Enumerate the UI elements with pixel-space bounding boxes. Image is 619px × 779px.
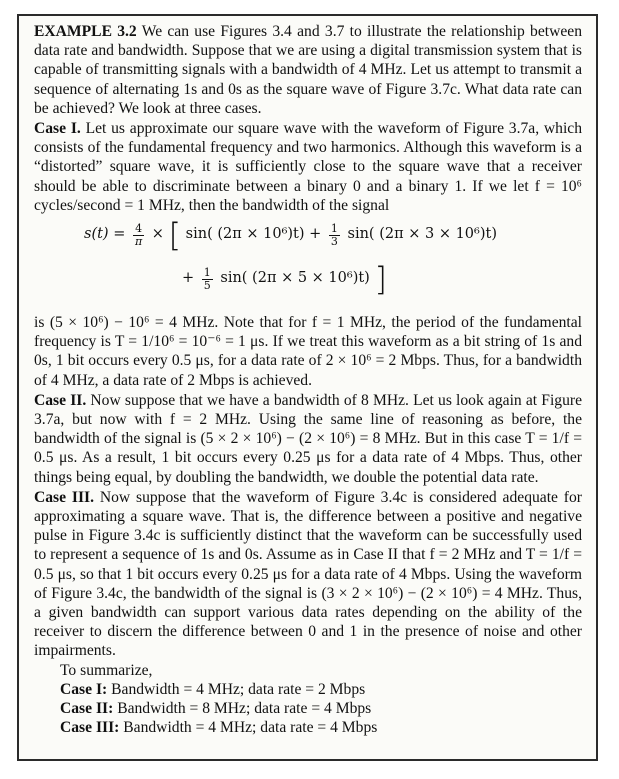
example-label: EXAMPLE 3.2 <box>34 23 137 40</box>
third-denominator: 3 <box>330 234 338 248</box>
case1-paragraph <box>34 119 582 215</box>
example-content <box>34 22 582 738</box>
case2-label: Case II. <box>34 391 87 409</box>
fifth-fraction <box>202 267 213 292</box>
intro-text: We can use Figures 3.4 and 3.7 to illustrate the relationship between data rate and bandwidth. Suppose that we are using a digital transmission system that is capable of transmitting signals with a bandwidth of 4 MHz. Let us attempt to transmit a sequence of alternating 1s and 0s as the square wave of Figure 3.7c. What data rate can be achieved? We look at three cases. <box>34 23 583 117</box>
case3-paragraph <box>34 488 582 661</box>
third-numerator: 1 <box>330 221 338 235</box>
case1-result-text: is (5 × 10⁶) − 10⁶ = 4 MHz. Note that for f = 1 MHz, the period of the fundamental frequency is T = 1/10⁶ = 10⁻⁶ = 1 μs. If we treat this waveform as a bit string of 1s and 0s, 1 bit occurs every 0.5 μs, for a data rate of 2 × 10⁶ = 2 Mbps. Thus, for a bandwidth of 4 MHz, a data rate of 2 Mbps is achieved. <box>34 314 582 389</box>
summary-item-label: Case I: <box>60 680 108 698</box>
case3-label: Case III. <box>34 488 94 506</box>
summary-intro: To summarize, <box>60 661 153 679</box>
equation-term-2: sin( (2π × 3 × 10⁶)t) <box>347 226 497 243</box>
summary-item-text: Bandwidth = 4 MHz; data rate = 4 Mbps <box>123 719 378 737</box>
coef-fraction <box>133 223 144 248</box>
summary-item-text: Bandwidth = 8 MHz; data rate = 4 Mbps <box>117 700 372 718</box>
case2-text: Now suppose that we have a bandwidth of 8 MHz. Let us look again at Figure 3.7a, but now with f = 2 MHz. Using the same line of reasoning as before, the bandwidth of the signal is (5 × 2 × 10⁶) − (2 × 10⁶) = 8 MHz. But in this case T = 1/f = 0.5 μs. As a result, 1 bit occurs every 0.25 μs for a data rate of 4 Mbps. Thus, other things being equal, by doubling the bandwidth, we double the potential data rate. <box>34 391 582 486</box>
fifth-denominator: 5 <box>203 278 211 292</box>
equation-line-1 <box>84 216 497 255</box>
summary-item <box>34 680 582 699</box>
signal-equation <box>34 215 582 313</box>
right-bracket-icon: ] <box>374 260 387 299</box>
intro-paragraph <box>34 22 582 118</box>
case3-text: Now suppose that the waveform of Figure 3.4c is considered adequate for approximating a square wave. That is, the difference between a positive and negative pulse in Figure 3.4c is sufficiently distinct that the waveform can be successfully used to represent a sequence of 1s and 0s. Assume as in Case II that f = 2 MHz and T = 1/f = 0.5 μs, so that 1 bit occurs every 0.25 μs for a data rate of 4 Mbps. Using the waveform of Figure 3.4c, the bandwidth of the signal is (3 × 2 × 10⁶) − (2 × 10⁶) = 4 MHz. Thus, a given bandwidth can support various data rates depending on the ability of the receiver to discern the difference between 0 and 1 in the presence of noise and other impairments. <box>34 488 582 660</box>
case1-result-paragraph <box>34 313 582 390</box>
summary-item-text: Bandwidth = 4 MHz; data rate = 2 Mbps <box>111 680 366 698</box>
summary-item-label: Case II: <box>60 700 114 718</box>
case1-label: Case I. <box>34 120 81 138</box>
summary-item <box>34 699 582 718</box>
summary-block <box>34 661 582 738</box>
third-fraction <box>329 223 340 248</box>
equation-term-3: sin( (2π × 5 × 10⁶)t) <box>220 270 370 287</box>
times-sign: × <box>151 226 164 243</box>
equation-term-1: sin( (2π × 10⁶)t) + <box>185 226 322 243</box>
coef-numerator: 4 <box>133 223 144 236</box>
case2-paragraph <box>34 391 582 487</box>
summary-item <box>34 718 582 737</box>
left-bracket-icon: [ <box>168 216 182 255</box>
fifth-numerator: 1 <box>203 265 211 279</box>
coef-denominator: π <box>134 234 143 248</box>
case1-text: Let us approximate our square wave with the waveform of Figure 3.7a, which consists of the fundamental frequency and two harmonics. Although this waveform is a “distorted” square wave, it is sufficiently close to the square wave that a receiver should be able to discriminate between a binary 0 and a binary 1. If we let f = 10⁶ cycles/second = 1 MHz, then the bandwidth of the signal <box>34 120 582 214</box>
plus-sign: + <box>182 270 195 287</box>
equation-lhs: s(t) = <box>84 226 126 243</box>
equation-line-2 <box>182 260 387 299</box>
summary-item-label: Case III: <box>60 719 120 737</box>
